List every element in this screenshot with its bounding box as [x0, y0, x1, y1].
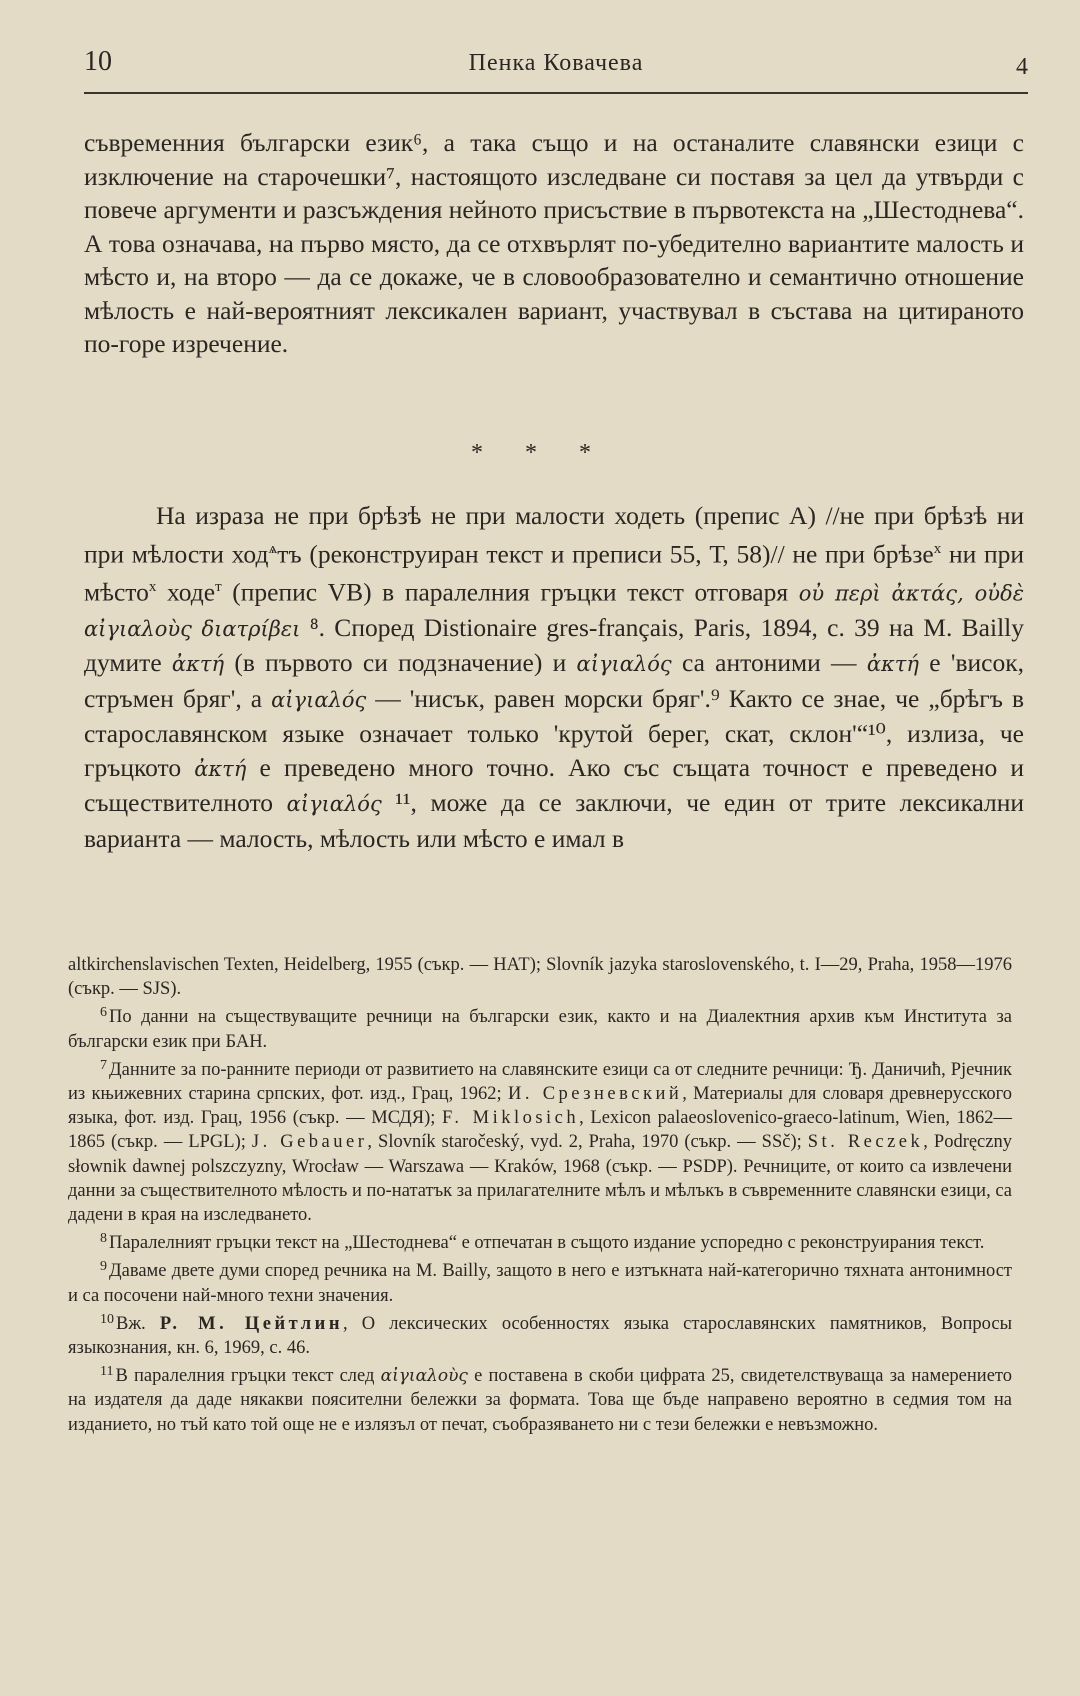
footnote-continuation: altkirchenslavischen Texten, Heidelberg, 1955 (съкр. — НАТ); Slovník jazyka staroslovenského, t. I—29, Praha, 1958—1976 (съкр. — SJS).	[68, 955, 1012, 1000]
greek-word: αἰγιαλός	[286, 792, 382, 816]
footnote-11: $^{11}$ В паралелния гръцки текст след αἰγιαλοὺς е поставена в скоби цифрата 25, свидетелствуваща за намерението на издателя да даде някакви поясителни бележки за формата. Това ще бъде направено вероятно в седмия том на изданието, но тъй като той още не е излязъл от печат, съобразяването ни с тези бележки е невъзможно.	[68, 1364, 1012, 1435]
footnotes	[68, 953, 1012, 1437]
paragraph-1: съвременния български език⁶, а така също и на останалите славянски езици с изключение на старочешки⁷, настоящото изследване си поставя за цел да утвърди с повече аргументи и разсъждения нейното присъствие в първотекста на „Шестоднева“. А това означава, на първо място, да се отхвърлят по-убедително вариантите малость и мѣсто и, на второ — да се докаже, че в словообразователно и семантично отношение мѣлость е най-вероятният лексикален вариант, участвувал в състава на цитираното по-горе изречение.	[84, 128, 1024, 358]
footnote-6: $^6$ По данни на съществуващите речници на български език, както и на Диалектния архив към Института за български език при БАН.	[68, 1005, 1012, 1052]
section-number: 4	[1016, 54, 1028, 80]
greek-quote: οὐ περὶ ἀκτάς, οὐδὲ αἰγιαλοὺς διατρίβει	[84, 581, 1024, 641]
running-header	[84, 40, 1028, 96]
footnote-10: $^{10}$ Вж. Р. М. Цейтлин, О лексических особенностях языка старославянских памятников, Вопросы языкознания, кн. 6, 1969, с. 46.	[68, 1311, 1012, 1359]
greek-word: ἀκτή	[194, 756, 247, 781]
greek-word: αἰγιαλός	[576, 652, 672, 676]
running-head-author: Пенка Ковачева	[468, 50, 644, 76]
footnote-9: $^9$ Даваме двете думи според речника на М. Bailly, защото в него е изтъкната най-категорично тяхната антонимност и са посочени най-много техни значения.	[68, 1259, 1012, 1306]
header-rule	[84, 92, 1028, 94]
page-number: 10	[84, 46, 112, 77]
section-separator: * * *	[471, 440, 609, 466]
paragraph-2: На израза не при брѣзѣ не при малости ходеть (препис А) //не при брѣзѣ ни при мѣлости ход$^ѧ$тъ (реконструиран текст и преписи 55, Т, 58)// не при брѣзе$^х$ ни при мѣсто$^х$ ходе$^т$ (препис VB) в паралелния гръцки текст отговаря οὐ περὶ ἀκτάς, οὐδὲ αἰγιαλοὺς διατρίβει ⁸. Според Distionaire gres-français, Paris, 1894, с. 39 на М. Bailly думите ἀκτή (в първото си подзначение) и αἰγιαλός са антоними — ἀκτή е 'висок, стръмен бряг', а αἰγιαλός — 'нисък, равен морски бряг'.⁹ Както се знае, че „брѣгъ в старославянском языке означает только 'крутой берег, скат, склон'“¹⁰, излиза, че гръцкото ἀκτή е преведено много точно. Ако със същата точност е преведено и съществителното αἰγιαλός ¹¹, може да се заключи, че един от трите лексикални варианта — малость, мѣлость или мѣсто е имал в	[84, 501, 1025, 853]
greek-word: αἰγιαλός	[271, 687, 367, 712]
greek-word: ἀκτή	[171, 652, 225, 676]
footnote-7: $^7$ Данните за по-ранните периоди от развитието на славянските езици са от следните речници: Ђ. Даничић, Рјечник из књижевних старина српских, фот. изд., Грац, 1962; И. Срезневский, Материалы для словаря древнерусского языка, фот. изд. Грац, 1956 (съкр. — МСДЯ); F. Miklosich, Lexicon palaeoslovenico-graeco-latinum, Wien, 1862—1865 (съкр. — LPGL); J. Gebauer, Slovník staročeský, vyd. 2, Praha, 1970 (съкр. — SSč); St. Reczek, Podręczny słownik dawnej polszczyzny, Wrocław — Warszawa — Kraków, 1968 (съкр. — PSDP). Речниците, от които са извлечени данни за съществителното мѣлость и по-нататък за прилагателните мѣлъ и мѣлъкъ в съвременните славянски езици, са дадени в края на изследването.	[68, 1057, 1013, 1226]
footnote-8: $^8$ Паралелният гръцки текст на „Шестоднева“ е отпечатан в същото издание успоредно с реконструирания текст.	[100, 1231, 985, 1254]
greek-word: ἀκτή	[866, 652, 919, 676]
